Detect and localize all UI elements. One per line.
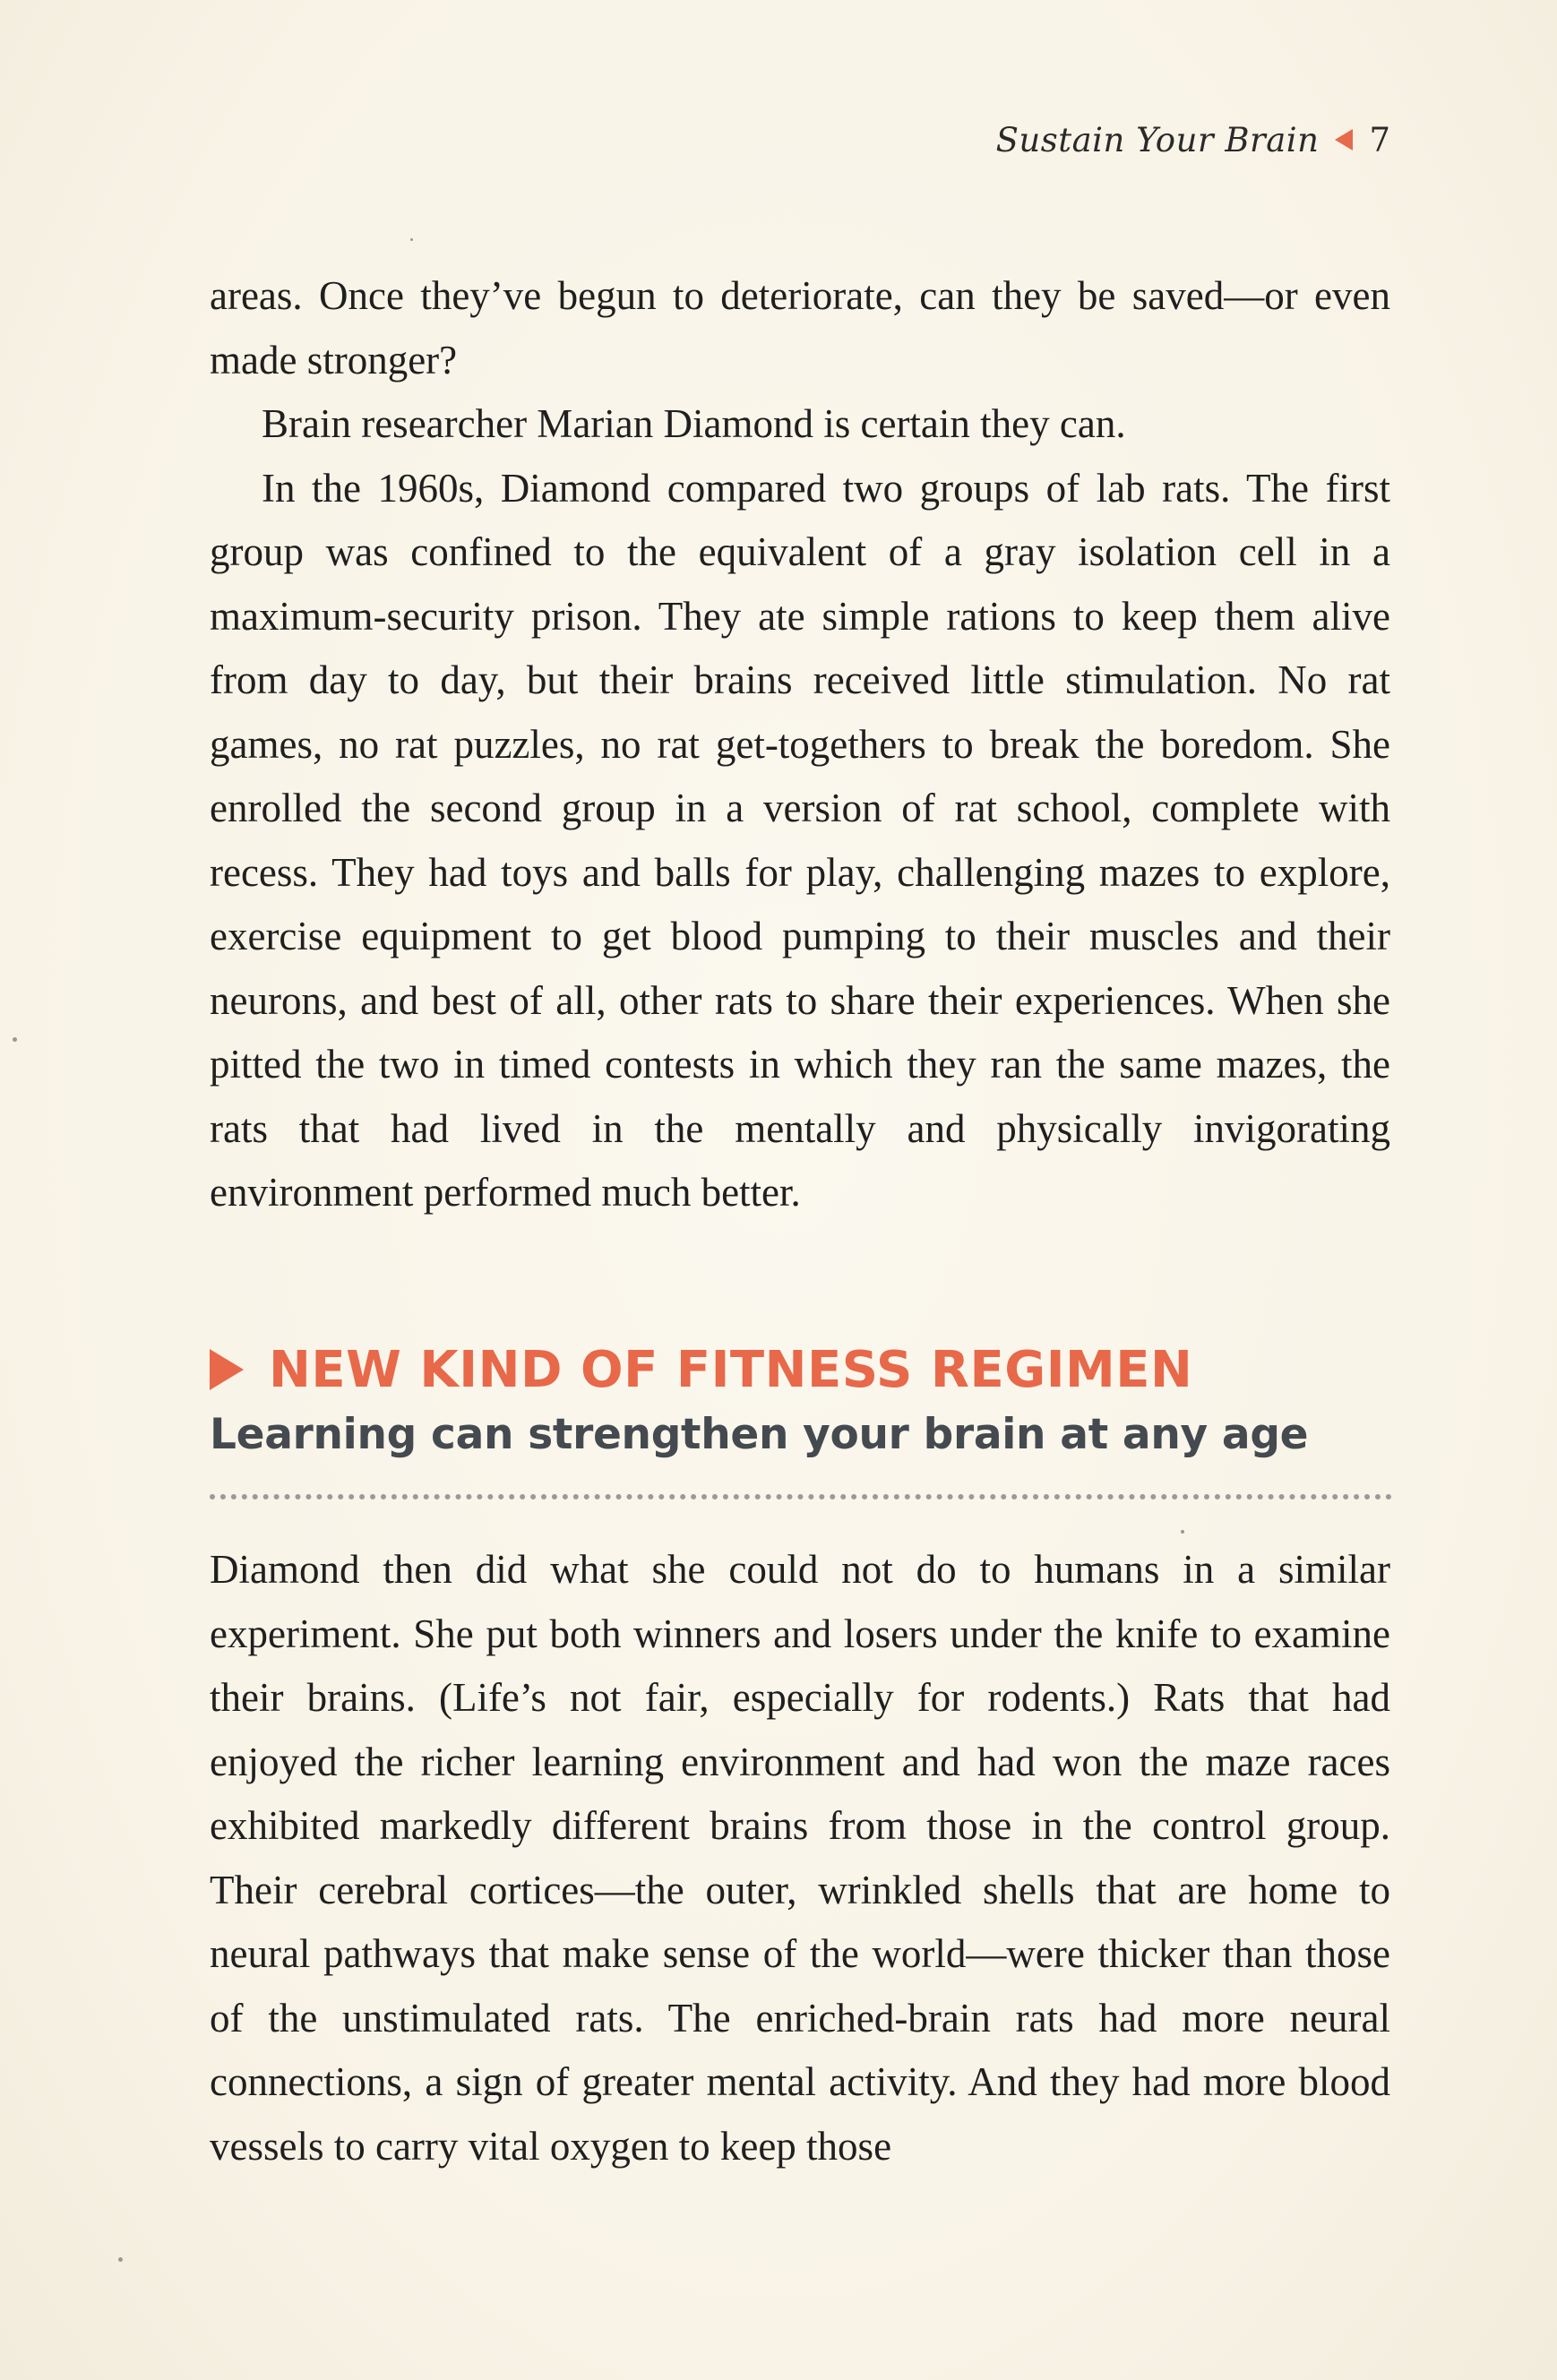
body-text-bottom	[210, 1538, 1390, 2178]
paragraph: areas. Once they’ve begun to deteriorate, can they be saved—or even made stronger?	[210, 273, 1390, 382]
paragraph: Diamond then did what she could not do to humans in a similar experiment. She put both winners and losers under the knife to examine their brains. (Life’s not fair, especially for rodents.) Rats that had enjoyed the richer learning environment and had won the maze races exhibited markedly different brains from those in the control group. Their cerebral cortices—the outer, wrinkled shells that are home to neural pathways that make sense of the world—were thicker than those of the unstimulated rats. The enriched-brain rats had more neural connections, a sign of greater mental activity. And they had more blood vessels to carry vital oxygen to keep those	[210, 1547, 1390, 2169]
paper-speck	[410, 238, 413, 241]
paragraph: In the 1960s, Diamond compared two groups of lab rats. The first group was confined to the equivalent of a gray isolation cell in a maximum-security prison. They ate simple rations to keep them alive from day to day, but their brains received little stimulation. No rat games, no rat puzzles, no rat get-togethers to break the boredom. She enrolled the second group in a version of rat school, complete with recess. They had toys and balls for play, challenging mazes to explore, exercise equipment to get blood pumping to their muscles and their neurons, and best of all, other rats to share their experiences. When she pitted the two in timed contests in which they ran the same mazes, the rats that had lived in the mentally and physically invigorating environment performed much better.	[210, 465, 1390, 1215]
page-number: 7	[1369, 120, 1390, 159]
section-heading	[210, 1335, 1392, 1464]
left-arrow-icon	[1335, 129, 1353, 150]
section-title	[210, 1335, 1392, 1405]
paper-speck	[1181, 1530, 1184, 1534]
dotted-divider	[210, 1494, 1392, 1499]
play-triangle-icon	[210, 1349, 244, 1390]
section-subtitle: Learning can strengthen your brain at any age	[210, 1409, 1309, 1459]
running-title: Sustain Your Brain	[995, 120, 1320, 159]
running-head	[996, 115, 1390, 165]
body-text-top	[210, 264, 1390, 1225]
section-title-text: NEW KIND OF FITNESS REGIMEN	[269, 1340, 1193, 1399]
paragraph: Brain researcher Marian Diamond is certain they can.	[262, 401, 1126, 446]
paper-speck	[13, 1037, 17, 1042]
paper-speck	[118, 2257, 123, 2262]
